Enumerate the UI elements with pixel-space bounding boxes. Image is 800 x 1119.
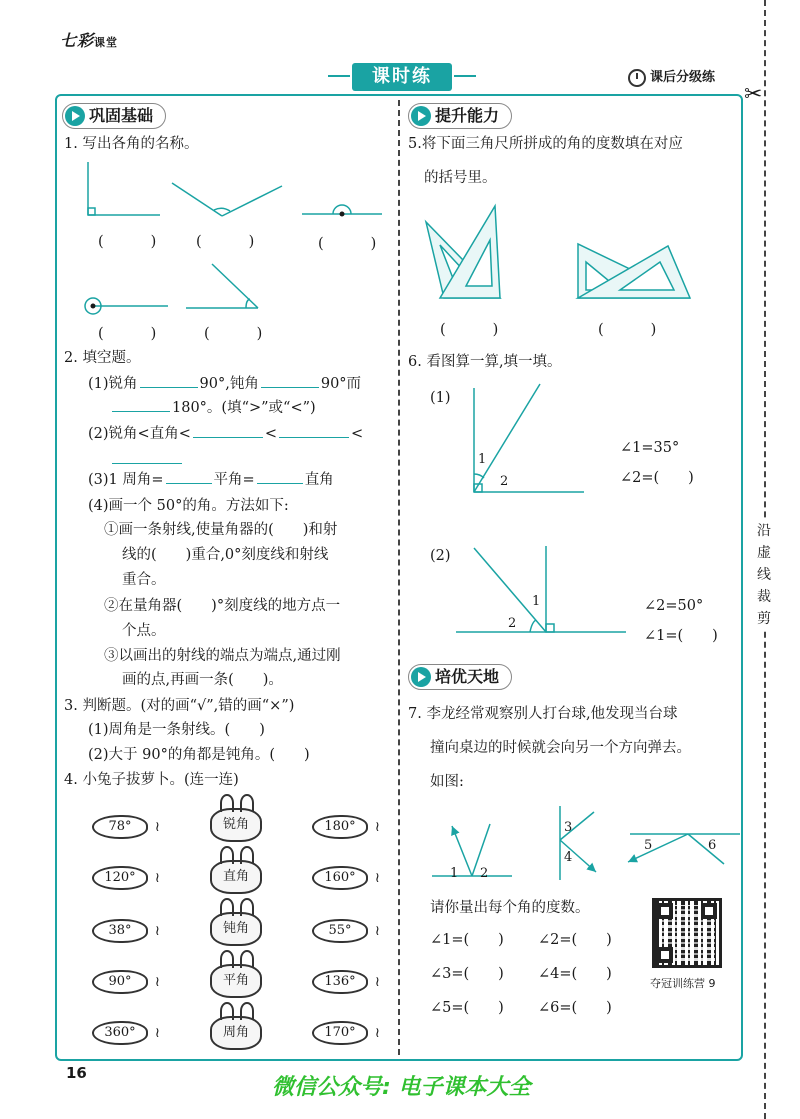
rabbit-2[interactable]: 直角 [210, 860, 262, 894]
brand-logo: 七彩课堂 [60, 31, 119, 50]
scissors-icon: ✂ [744, 82, 763, 107]
section-consolidate: 巩固基础 [62, 103, 166, 129]
question-4: 4. 小兔子拔萝卜。(连一连) [64, 772, 239, 788]
step-2b: 个点。 [122, 623, 166, 639]
answer-paren[interactable]: ( ) [98, 234, 163, 250]
section-improve: 提升能力 [408, 103, 512, 129]
question-6: 6. 看图算一算,填一填。 [408, 354, 562, 370]
qr-caption: 夺冠训练营 9 [650, 977, 716, 990]
question-1: 1. 写出各角的名称。 [64, 136, 199, 152]
q2-2-line: (2)锐角<直角< < < [88, 426, 364, 442]
q6-1-given: ∠1=35° [620, 440, 680, 456]
answer-paren[interactable]: ( ) [204, 326, 269, 342]
q2-1-line1: (1)锐角 90°,钝角 90°而 [88, 376, 362, 392]
answer-paren[interactable]: ( ) [318, 236, 383, 252]
q6-part-2: (2) [430, 548, 451, 564]
step-2a: ②在量角器( )°刻度线的地方点一 [104, 598, 341, 614]
q6-1-answer[interactable]: ∠2=( ) [620, 470, 694, 486]
answer-angle-1[interactable]: ∠1=( ) [430, 932, 504, 948]
carrot-right-3[interactable]: 55° ≀ [312, 919, 368, 943]
homework-tag: 课后分级练 [628, 66, 715, 87]
carrot-right-5[interactable]: 170° ≀ [312, 1021, 368, 1045]
question-5-line1: 5.将下面三角尺所拼成的角的度数填在对应 [408, 136, 683, 152]
angle-label-2: 2 [500, 474, 509, 489]
page-title: 课时练 [352, 63, 452, 91]
carrot-right-1[interactable]: 180° ≀ [312, 815, 368, 839]
cut-label: 沿 虚 线 裁 剪 [750, 520, 778, 630]
answer-paren[interactable]: ( ) [98, 326, 163, 342]
answer-angle-6[interactable]: ∠6=( ) [538, 1000, 612, 1016]
carrot-left-5[interactable]: 360° ≀ [92, 1021, 148, 1045]
question-7-line2: 撞向桌边的时候就会向另一个方向弹去。 [430, 740, 691, 756]
question-2: 2. 填空题。 [64, 350, 141, 366]
section-excel: 培优天地 [408, 664, 512, 690]
angle-label-1: 1 [532, 594, 541, 609]
answer-paren[interactable]: ( ) [598, 322, 663, 338]
angle-label-1: 1 [478, 452, 487, 467]
step-1c: 重合。 [122, 572, 166, 588]
q2-1-line2: 180°。(填“>”或“<”) [110, 398, 316, 418]
rabbit-5[interactable]: 周角 [210, 1016, 262, 1050]
step-1a: ①画一条射线,使量角器的( )和射 [104, 522, 338, 538]
angle-label-2: 2 [508, 616, 517, 631]
q2-4: (4)画一个 50°的角。方法如下: [88, 498, 289, 514]
carrot-left-4[interactable]: 90° ≀ [92, 970, 148, 994]
answer-angle-4[interactable]: ∠4=( ) [538, 966, 612, 982]
q6-2-given: ∠2=50° [644, 598, 704, 614]
answer-angle-3[interactable]: ∠3=( ) [430, 966, 504, 982]
angle-label: 6 [708, 838, 717, 853]
carrot-right-2[interactable]: 160° ≀ [312, 866, 368, 890]
q6-2-answer[interactable]: ∠1=( ) [644, 628, 718, 644]
answer-paren[interactable]: ( ) [440, 322, 505, 338]
q2-3-line: (3)1 周角= 平角= 直角 [88, 472, 334, 488]
step-3a: ③以画出的射线的端点为端点,通过刚 [104, 648, 341, 664]
qr-code-icon[interactable] [652, 898, 722, 968]
question-7-line3: 如图: [430, 774, 464, 790]
angle-label: 4 [564, 850, 573, 865]
rabbit-4[interactable]: 平角 [210, 964, 262, 998]
page-number: 16 [66, 1064, 87, 1082]
answer-angle-2[interactable]: ∠2=( ) [538, 932, 612, 948]
carrot-left-2[interactable]: 120° ≀ [92, 866, 148, 890]
q6-part-1: (1) [430, 390, 451, 406]
angle-label: 3 [564, 820, 573, 835]
answer-angle-5[interactable]: ∠5=( ) [430, 1000, 504, 1016]
carrot-right-4[interactable]: 136° ≀ [312, 970, 368, 994]
rabbit-3[interactable]: 钝角 [210, 912, 262, 946]
footer-banner: 微信公众号: 电子课本大全 [272, 1075, 531, 1100]
angle-label: 2 [480, 866, 489, 881]
carrot-left-1[interactable]: 78° ≀ [92, 815, 148, 839]
angle-label: 1 [450, 866, 459, 881]
carrot-left-3[interactable]: 38° ≀ [92, 919, 148, 943]
question-7-line1: 7. 李龙经常观察别人打台球,他发现当台球 [408, 706, 678, 722]
answer-paren[interactable]: ( ) [196, 234, 261, 250]
rabbit-1[interactable]: 锐角 [210, 808, 262, 842]
question-3: 3. 判断题。(对的画“√”,错的画“×”) [64, 698, 295, 714]
step-1b: 线的( )重合,0°刻度线和射线 [122, 547, 329, 563]
step-3b: 画的点,再画一条( )。 [122, 672, 283, 688]
question-5-line2: 的括号里。 [424, 170, 497, 186]
q3-1: (1)周角是一条射线。( ) [88, 722, 265, 738]
angle-label: 5 [644, 838, 653, 853]
q7-instruction: 请你量出每个角的度数。 [430, 900, 590, 916]
q3-2: (2)大于 90°的角都是钝角。( ) [88, 747, 310, 763]
